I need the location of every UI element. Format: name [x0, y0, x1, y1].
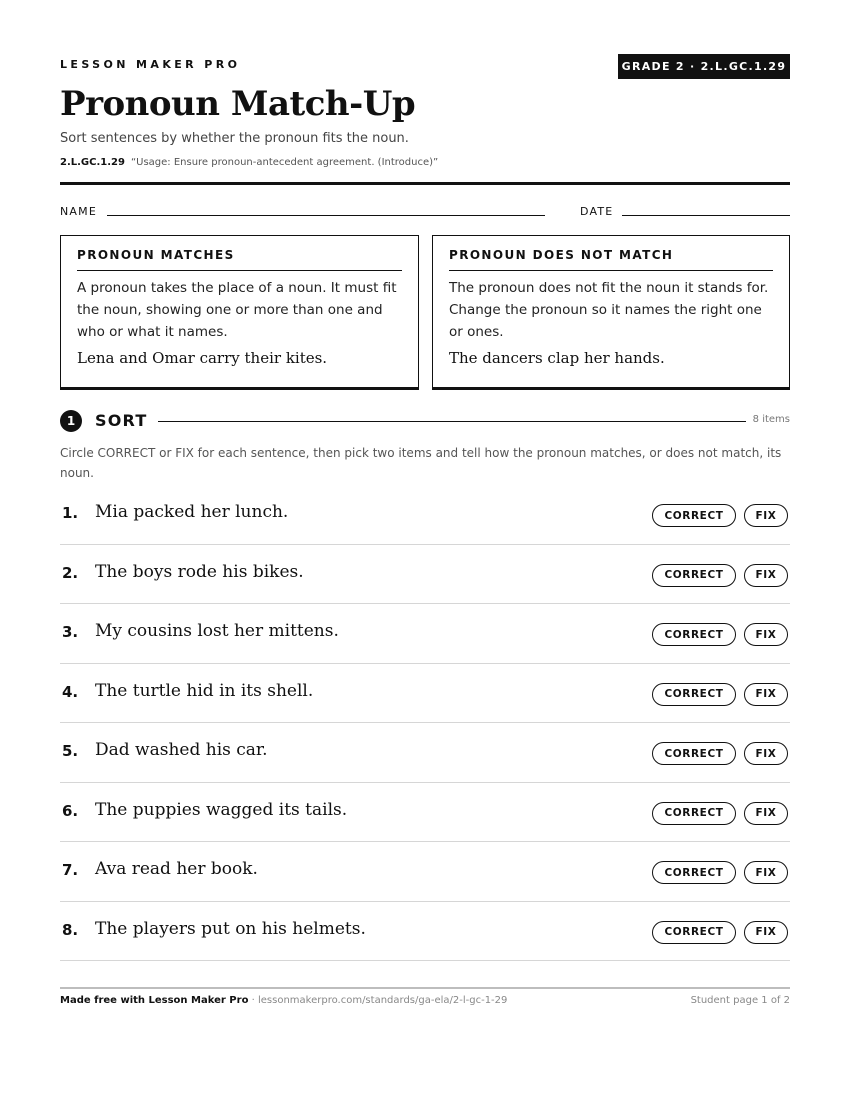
date-field[interactable] [622, 215, 790, 216]
header-divider [60, 182, 790, 185]
item-number: 1. [62, 504, 79, 522]
item-number: 3. [62, 623, 79, 641]
item-number: 6. [62, 801, 79, 820]
card-example: Lena and Omar carry their kites. [77, 349, 328, 367]
standard-text: “Usage: Ensure pronoun-antecedent agreement. (Introduce)” [130, 157, 439, 168]
item-sentence: The puppies wagged its tails. [95, 799, 348, 820]
item-number: 8. [62, 920, 79, 939]
name-label: NAME [60, 205, 97, 218]
correct-choice[interactable]: CORRECT [652, 742, 736, 765]
name-field[interactable] [107, 215, 545, 216]
item-sentence: Dad washed his car. [95, 740, 268, 760]
page-subtitle: Sort sentences by whether the pronoun fits the noun. [60, 131, 409, 146]
item-number: 5. [62, 742, 79, 760]
item-number: 2. [62, 563, 79, 582]
list-item [60, 485, 790, 545]
correct-choice[interactable]: CORRECT [652, 683, 736, 706]
page-title: Pronoun Match-Up [60, 84, 416, 124]
correct-choice[interactable]: CORRECT [652, 623, 736, 646]
standard-code: 2.L.GC.1.29 [60, 157, 125, 168]
footer-credit [60, 995, 507, 1006]
list-item [60, 842, 790, 902]
item-sentence: My cousins lost her mittens. [95, 621, 339, 641]
instructions: Circle CORRECT or FIX for each sentence, then pick two items and tell how the pronoun matches, or does not match, its noun. [60, 446, 782, 480]
footer-divider [60, 987, 790, 989]
card-title: PRONOUN MATCHES [77, 248, 402, 271]
footer-made-with: Made free with Lesson Maker Pro [60, 995, 249, 1006]
item-number: 7. [62, 861, 79, 879]
card-example: The dancers clap her hands. [449, 349, 665, 367]
sentence-list [60, 485, 790, 961]
item-sentence: The players put on his helmets. [95, 918, 366, 939]
fix-choice[interactable]: FIX [744, 802, 788, 825]
page-indicator: Student page 1 of 2 [690, 995, 790, 1006]
list-item [60, 902, 790, 962]
fix-choice[interactable]: FIX [744, 742, 788, 765]
list-item [60, 545, 790, 605]
footer-url[interactable]: · lessonmakerpro.com/standards/ga-ela/2-l-gc-1-29 [248, 995, 508, 1006]
fix-choice[interactable]: FIX [744, 683, 788, 706]
item-sentence: Ava read her book. [95, 859, 258, 879]
list-item [60, 664, 790, 724]
correct-choice[interactable]: CORRECT [652, 861, 736, 884]
worksheet-page [60, 0, 790, 1100]
fix-choice[interactable]: FIX [744, 623, 788, 646]
item-sentence: Mia packed her lunch. [95, 502, 289, 522]
standard-line [60, 157, 438, 168]
section-divider [158, 421, 746, 422]
card-body: The pronoun does not fit the noun it stands for. Change the pronoun so it names the right one or ones. [449, 280, 769, 340]
card-pronoun-matches [60, 235, 419, 388]
item-sentence: The boys rode his bikes. [95, 561, 304, 582]
fix-choice[interactable]: FIX [744, 861, 788, 884]
item-number: 4. [62, 682, 79, 701]
card-body: A pronoun takes the place of a noun. It must fit the noun, showing one or more than one and who or what it names. [77, 280, 397, 340]
item-count: 8 items [752, 414, 790, 425]
grade-badge: GRADE 2 · 2.L.GC.1.29 [618, 54, 790, 79]
correct-choice[interactable]: CORRECT [652, 802, 736, 825]
fix-choice[interactable]: FIX [744, 564, 788, 587]
brand-name: LESSON MAKER PRO [60, 58, 241, 71]
fix-choice[interactable]: FIX [744, 504, 788, 527]
card-pronoun-does-not-match [432, 235, 790, 388]
list-item [60, 723, 790, 783]
item-sentence: The turtle hid in its shell. [95, 680, 314, 701]
fix-choice[interactable]: FIX [744, 921, 788, 944]
correct-choice[interactable]: CORRECT [652, 564, 736, 587]
list-item [60, 604, 790, 664]
section-title: SORT [95, 411, 148, 430]
list-item [60, 783, 790, 843]
date-label: DATE [580, 205, 614, 218]
correct-choice[interactable]: CORRECT [652, 504, 736, 527]
card-title: PRONOUN DOES NOT MATCH [449, 248, 773, 271]
correct-choice[interactable]: CORRECT [652, 921, 736, 944]
section-number: 1 [60, 410, 82, 432]
